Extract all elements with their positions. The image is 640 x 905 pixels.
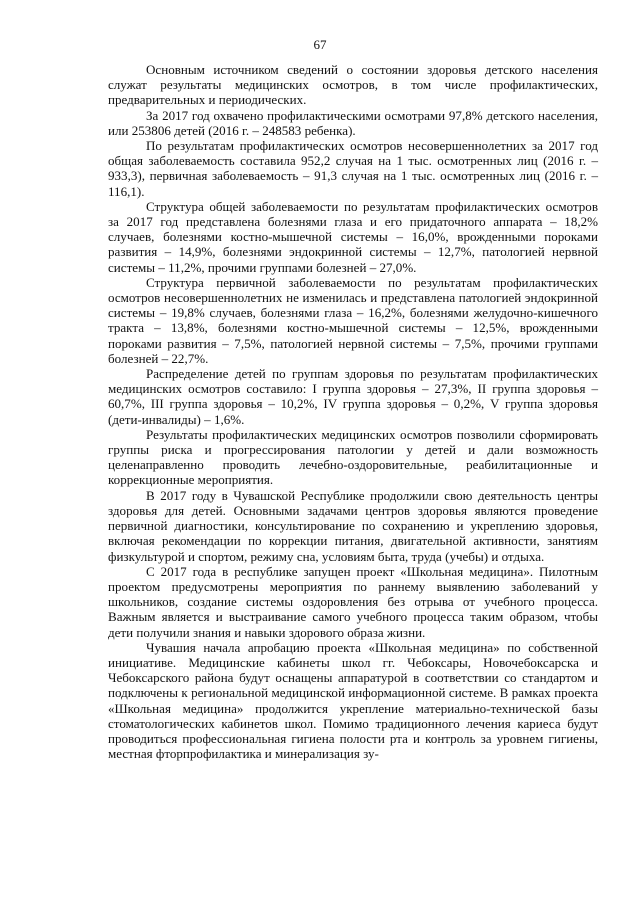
paragraph-primary-morbidity-structure: Структура первичной заболеваемости по результатам профилактических осмотров несовершеннолетних не изменилась и представлена патологией эндокринной системы – 19,8% случаев, болезнями глаза – 16,2%, болезнями желудочно-кишечного тракта – 13,8%, болезнями костно-мышечной системы – 12,5%, врожденными пороками развития – 7,5%, патологией нервной системы – 7,5%, прочими группами болезней – 22,7%. bbox=[108, 274, 598, 366]
paragraph-chuvashia-pilot: Чувашия начала апробацию проекта «Школьная медицина» по собственной инициативе. Медицинские кабинеты школ гг. Чебоксары, Новочебоксарска и Чебоксарского района будут оснащены аппаратурой в соответствии со стандартом и подключены к региональной медицинской информационной системе. В рамках проекта «Школьная медицина» продолжится укрепление материально-технической базы стоматологических кабинетов школ. Помимо традиционного лечения кариеса будут проводиться профессиональная гигиена полости рта и контроль за уровнем гигиены, местная фторпрофилактика и минерализация зу- bbox=[108, 639, 598, 762]
paragraph-general-morbidity-structure: Структура общей заболеваемости по результатам профилактических осмотров за 2017 год представлена болезнями глаза и его придаточного аппарата – 18,2% случаев, болезнями костно-мышечной системы – 16,0%, врожденными пороками развития – 14,9%, болезнями эндокринной системы – 12,7%, патологией нервной системы – 11,2%, прочими группами болезней – 27,0%. bbox=[108, 198, 598, 275]
paragraph-health-centers: В 2017 году в Чувашской Республике продолжили свою деятельность центры здоровья для детей. Основными задачами центров здоровья являются проведение первичной диагностики, консультирование по сохранению и укреплению здоровья, включая рекомендации по коррекции питания, двигательной активности, занятиям физкультурой и спортом, режиму сна, условиям быта, труда (учебы) и отдыха. bbox=[108, 487, 598, 564]
paragraph-health-groups: Распределение детей по группам здоровья по результатам профилактических медицинских осмотров составило: I группа здоровья – 27,3%, II группа здоровья – 60,7%, III группа здоровья – 10,2%, IV группа здоровья – 0,2%, V группа здоровья (дети-инвалиды) – 1,6%. bbox=[108, 366, 598, 427]
page-number: 67 bbox=[313, 37, 327, 52]
paragraph-coverage: За 2017 год охвачено профилактическими осмотрами 97,8% детского населения, или 253806 детей (2016 г. – 248583 ребенка). bbox=[108, 107, 598, 138]
paragraph-risk-groups: Результаты профилактических медицинских осмотров позволили сформировать группы риска и прогрессирования патологии у детей и дали возможность целенаправленно проводить лечебно-оздоровительные, реабилитационные и коррекционные мероприятия. bbox=[108, 426, 598, 488]
body-text bbox=[108, 62, 598, 761]
paragraph-data-sources: Основным источником сведений о состоянии здоровья детского населения служат результаты медицинских осмотров, в том числе профилактических, предварительных и периодических. bbox=[108, 62, 598, 108]
paragraph-school-medicine-project: С 2017 года в республике запущен проект «Школьная медицина». Пилотным проектом предусмотрены мероприятия по раннему выявлению заболеваний у школьников, создание системы оздоровления без отрыва от учебного процесса. Важным является и выстраивание самого учебного процесса таким образом, чтобы дети получили знания и навыки здорового образа жизни. bbox=[108, 563, 598, 640]
paragraph-morbidity: По результатам профилактических осмотров несовершеннолетних за 2017 год общая заболеваемость составила 952,2 случая на 1 тыс. осмотренных лиц (2016 г. – 933,3), первичная заболеваемость – 91,3 случая на 1 тыс. осмотренных лиц (2016 г. – 116,1). bbox=[108, 138, 598, 199]
